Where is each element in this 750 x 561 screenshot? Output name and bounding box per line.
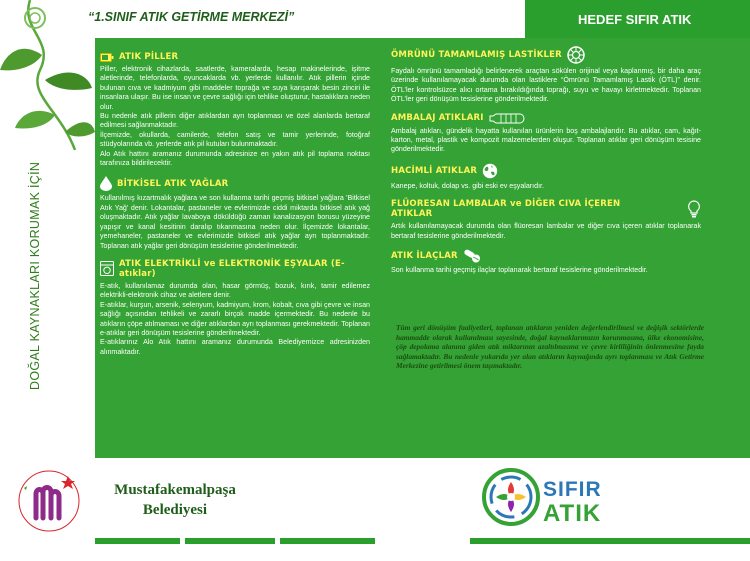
- light-bulb-icon: [687, 200, 701, 218]
- section-body: Son kullanma tarihi geçmiş ilaçlar toplanarak bertaraf tesislerine gönderilmektedir.: [391, 266, 648, 275]
- section-title: BİTKİSEL ATIK YAĞLAR: [117, 178, 229, 189]
- section-body: Faydalı ömrünü tamamladığı belirlenerek araçtan sökülen orijinal veya kaplanmış, bir daha araç üzerinde kullanılamayacak durumda olan lastiklere “Ömrünü Tamamlamış Lastik (ÖTL)” denir. ÖTL’ler kontrolsüzce alıcı ortama bırakıldığında toprağı, suyu ve havayı kirletmektedir. Toplanan ÖTL’ler geri dönüşüm tesislerine gönderilmektedir.: [391, 67, 701, 104]
- section-lastikler: [391, 46, 701, 105]
- footer-bar: [95, 538, 180, 544]
- vine-leaves-icon: [0, 0, 95, 150]
- main-panel: [95, 38, 750, 458]
- footer-bar: [280, 538, 375, 544]
- header-bar: [88, 0, 750, 38]
- section-title: HACİMLİ ATIKLAR: [391, 165, 478, 176]
- vertical-title: DOĞAL KAYNAKLARI KORUMAK İÇİN: [28, 161, 42, 390]
- summary-text: Tüm geri dönüşüm faaliyetleri, toplanan atıkların yeniden değerlendirilmesi ve değişik sektörlerde hammadde olarak kullanılması sayesinde, doğal kaynaklarımızın korunmasına, ülke ekonomisine, çöp depolama alanına giden atık miktarının azaltılmasına ve çevre kirliliğinin önlenmesine fayda sağlamaktadır. Bu nedenle yukarıda yer alan atıkların kaynağında ayrı toplanması ve Atık Getirme Merkezine getirilmesi önem taşımaktadır.: [396, 323, 704, 371]
- section-atik-ilaclar: [391, 249, 701, 275]
- battery-icon: [100, 53, 114, 62]
- left-column: [100, 52, 370, 365]
- section-body: E-atık, kullanılamaz durumda olan, hasar görmüş, bozuk, kırık, tamir edilemez elektrikli-elektronik cihaz ve aletlere denir. E-atıklar, kurşun, arsenik, selenyum, kadmiyum, krom, kobalt, cıva gibi çevre ve insan sağlığı açısından tehlikeli ve zararlı birçok madde içermektedir. Bu nedenle bu atıkların çöpe atılmaması ve diğer atıklardan ayrı toplanması gerekmektedir. Toplanan e-atıklar geri dönüşüm tesislerine gönderilmektedir. E-atıklarınız Alo Atık hattını aramanız durumunda Belediyemizce adresinizden alınmaktadır.: [100, 281, 370, 356]
- section-body: Ambalaj atıkları, gündelik hayatta kullanılan ürünlerin boş ambalajlarıdır. Bu atıklar, cam, kağıt-karton, metal, plastik ve kompozit malzemelerden oluşur. Toplanan atıklar geri dönüşüm tesisine gönderilmektedir.: [391, 126, 701, 154]
- globe-icon: [482, 163, 498, 179]
- page-title: “1.SINIF ATIK GETİRME MERKEZİ”: [88, 10, 295, 24]
- municipality-name: Mustafakemalpaşa Belediyesi: [114, 482, 236, 518]
- bottle-icon: [489, 113, 525, 124]
- section-hacimli-atiklar: [391, 163, 701, 191]
- section-title: FLÜORESAN LAMBALAR ve DİĞER CIVA İÇEREN ATIKLAR: [391, 199, 621, 220]
- tire-icon: [567, 46, 585, 64]
- header-slogan: HEDEF SIFIR ATIK: [578, 12, 692, 27]
- section-ambalaj-atiklari: [391, 113, 701, 155]
- municipality-seal-icon: [10, 462, 88, 540]
- right-column: [391, 46, 701, 283]
- section-body: Kullanılmış kızartmalık yağlara ve son kullanma tarihi geçmiş bitkisel yağlara 'Bitkisel Atık Yağ' denir. Lokantalar, pastaneler ve evlerimizde ciddi miktarda bitkisel atık yağ oluşmaktadır. Atık yağlar lavaboya döküldüğü zaman kanalizasyon borusu yüzeyine yapışır ve kanal kesitinin daralıp tıkanmasına neden olur. İlçemizde lokantalar, yemehaneler, pastaneler ve evlerimizde bitkisel atık yağlar ayrı toplanmaktadır. Toplanan atık yağlar geri dönüşüm tesislerine gönderilmektedir.: [100, 194, 370, 250]
- section-floresan-lambalar: [391, 199, 701, 241]
- sifir-atik-logo-icon: [482, 468, 540, 526]
- section-title: ÖMRÜNÜ TAMAMLAMIŞ LASTİKLER: [391, 50, 562, 60]
- oil-drop-icon: [100, 176, 112, 191]
- pill-icon: [463, 249, 481, 263]
- footer-bar: [470, 538, 750, 544]
- section-e-atiklar: [100, 259, 370, 357]
- footer-bar: [185, 538, 275, 544]
- section-title: ATIK İLAÇLAR: [391, 251, 458, 262]
- section-body: Kanepe, koltuk, dolap vs. gibi eski ev eşyalarıdır.: [391, 181, 544, 190]
- section-atik-piller: [100, 52, 370, 168]
- section-title: AMBALAJ ATIKLARI: [391, 113, 484, 124]
- section-body: Artık kullanılamayacak durumda olan flüoresan lambalar ve diğer cıva içeren atıklar toplanarak bertaraf tesislerine gönderilmektedir.: [391, 222, 701, 240]
- logo-word-sifir: SIFIR: [543, 478, 602, 501]
- section-title: ATIK ELEKTRİKLİ ve ELEKTRONİK EŞYALAR (E-atıklar): [119, 258, 345, 279]
- section-body: Piller, elektronik cihazlarda, saatlerde, kameralarda, hesap makinelerinde, işitme aletlerinde, telefonlarda, oyuncaklarda vb. yerlerde kullanılır. Atık pillerin içinde bulunan cıva ve kadmiyum gibi maddeler toprağa ve suya karışarak besin zinciri ile insanlara ulaşır. Bu ise insan ve çevre sağlığı için tehlike oluşturur, hastalıklara neden olur. Bu nedenle atık pillerin diğer atıklardan ayrı toplanması ve özel alanlarda bertaraf edilmesi sağlanmaktadır. İlçemizde, okullarda, camilerde, telefon satış ve tamir yerlerinde, fotoğraf stüdyolarında vb. yerlerde atık pil kutuları bulunmaktadır. Alo Atık hattını aramanız durumunda adresinize en yakın atık pil toplama noktası tarafınıza bildirilecektir.: [100, 65, 370, 168]
- washing-machine-icon: [100, 261, 114, 276]
- section-title: ATIK PİLLER: [119, 52, 179, 62]
- logo-word-atik: ATIK: [543, 500, 602, 527]
- footer: [0, 458, 750, 561]
- section-bitkisel-atik-yaglar: [100, 176, 370, 250]
